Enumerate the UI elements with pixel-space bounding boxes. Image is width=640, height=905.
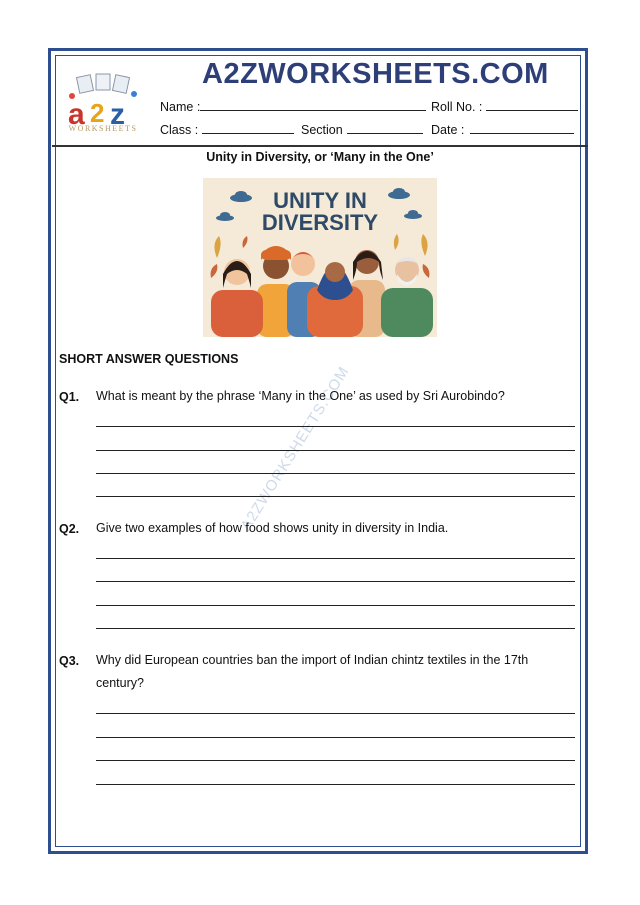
question-text: Why did European countries ban the import of Indian chintz textiles in the 17th century? <box>96 653 529 690</box>
svg-text:2: 2 <box>90 98 105 128</box>
section-heading: SHORT ANSWER QUESTIONS <box>59 352 239 366</box>
logo-wordmark: WORKSHEETS <box>68 124 138 133</box>
section-label: Section <box>301 123 343 137</box>
date-field[interactable] <box>431 122 574 137</box>
answer-line[interactable] <box>96 605 575 606</box>
class-line[interactable] <box>202 122 294 134</box>
section-field[interactable] <box>301 122 423 137</box>
question-text: Give two examples of how food shows unity in diversity in India. <box>96 521 449 535</box>
answer-line[interactable] <box>96 450 575 451</box>
name-line[interactable] <box>200 99 426 111</box>
roll-field[interactable] <box>431 99 578 114</box>
page-border-inner <box>55 55 581 847</box>
date-label: Date : <box>431 123 465 137</box>
answer-line[interactable] <box>96 713 575 714</box>
answer-line[interactable] <box>96 558 575 559</box>
class-field[interactable] <box>160 122 294 137</box>
image-title-line1: UNITY IN <box>273 188 367 213</box>
date-line[interactable] <box>470 122 574 134</box>
name-label: Name : <box>160 100 201 114</box>
image-title-line2: DIVERSITY <box>261 210 379 235</box>
answer-line[interactable] <box>96 737 575 738</box>
roll-line[interactable] <box>486 99 578 111</box>
question-number: Q1. <box>59 390 80 404</box>
svg-text:a: a <box>68 98 85 131</box>
class-label: Class : <box>160 123 199 137</box>
site-name: A2ZWORKSHEETS.COM <box>202 58 549 90</box>
answer-line[interactable] <box>96 496 575 497</box>
answer-line[interactable] <box>96 426 575 427</box>
answer-line[interactable] <box>96 760 575 761</box>
answer-line[interactable] <box>96 581 575 582</box>
roll-label: Roll No. : <box>431 100 483 114</box>
answer-line[interactable] <box>96 784 575 785</box>
watermark: A2ZWORKSHEETS.COM <box>237 363 353 534</box>
section-line[interactable] <box>347 122 423 134</box>
answer-line[interactable] <box>96 473 575 474</box>
unity-diversity-illustration <box>203 178 437 337</box>
svg-text:z: z <box>110 98 125 131</box>
question-text: What is meant by the phrase ‘Many in the One’ as used by Sri Aurobindo? <box>96 389 505 403</box>
page-border <box>48 48 588 854</box>
question-number: Q3. <box>59 654 80 668</box>
header-divider <box>52 145 588 147</box>
question-number: Q2. <box>59 522 80 536</box>
name-field[interactable] <box>160 99 426 114</box>
answer-line[interactable] <box>96 628 575 629</box>
worksheet-title: Unity in Diversity, or ‘Many in the One’ <box>206 150 434 164</box>
